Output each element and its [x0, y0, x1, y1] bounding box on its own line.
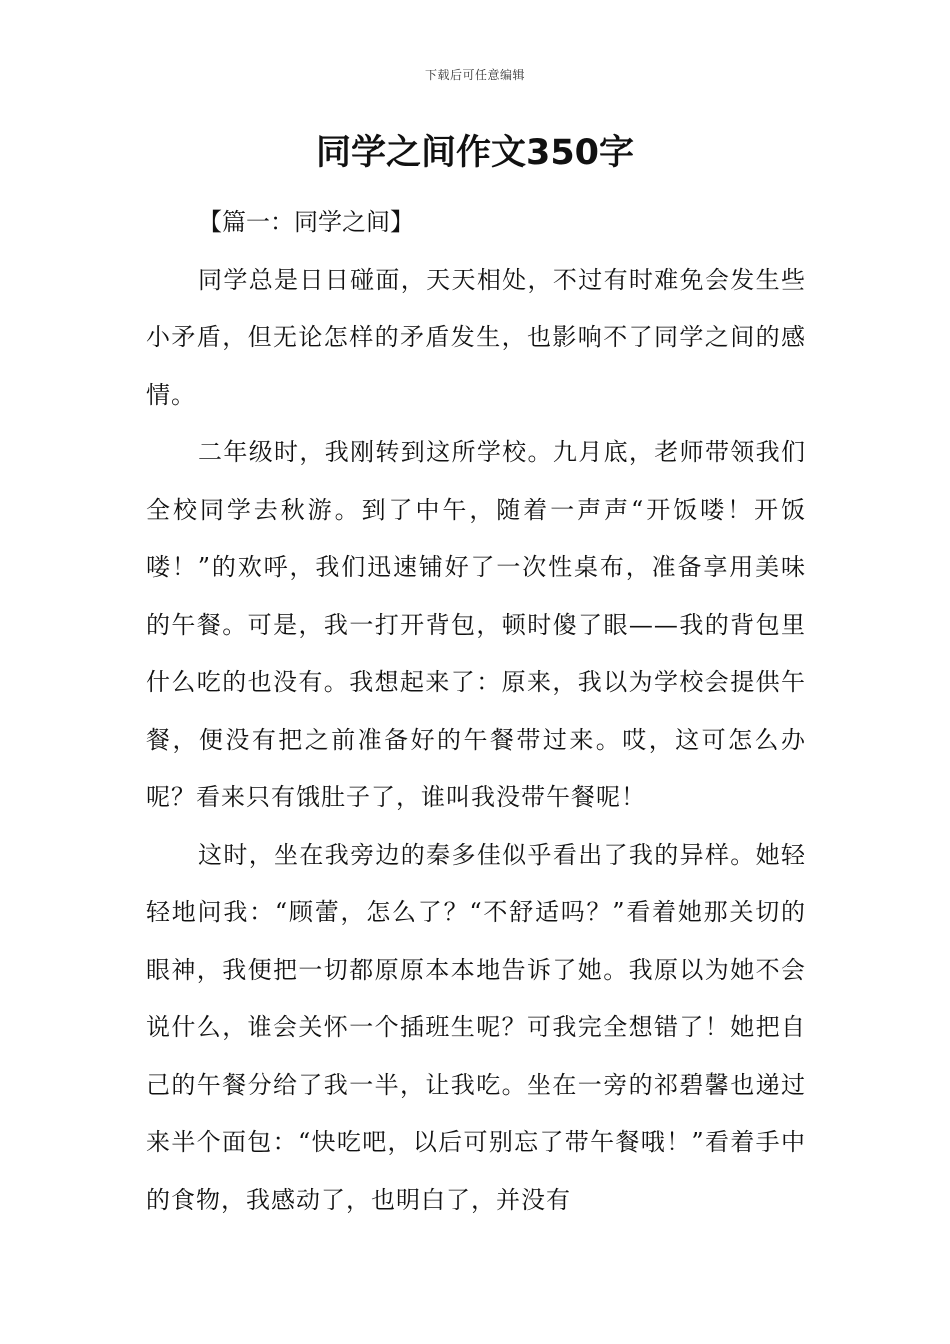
- document-body: [146, 194, 806, 1229]
- header-note: 下载后可任意编辑: [424, 68, 525, 82]
- section-heading: 【篇一：同学之间】: [198, 208, 414, 236]
- paragraph-1: 同学总是日日碰面，天天相处，不过有时难免会发生些小矛盾，但无论怎样的矛盾发生，也影响不了同学之间的感情。: [146, 265, 806, 409]
- paragraph-3: 这时，坐在我旁边的秦多佳似乎看出了我的异样。她轻轻地问我：“顾蕾，怎么了？“不舒适吗？”看着她那关切的眼神，我便把一切都原原本本地告诉了她。我原以为她不会说什么，谁会关怀一个插班生呢？可我完全想错了！她把自己的午餐分给了我一半，让我吃。坐在一旁的祁碧馨也递过来半个面包：“快吃吧，以后可别忘了带午餐哦！”看着手中的食物，我感动了，也明白了，并没有: [146, 840, 806, 1214]
- paragraph-2: 二年级时，我刚转到这所学校。九月底，老师带领我们全校同学去秋游。到了中午，随着一声声“开饭喽！开饭喽！”的欢呼，我们迅速铺好了一次性桌布，准备享用美味的午餐。可是，我一打开背包，顿时傻了眼——我的背包里什么吃的也没有。我想起来了：原来，我以为学校会提供午餐，便没有把之前准备好的午餐带过来。哎，这可怎么办呢？看来只有饿肚子了，谁叫我没带午餐呢！: [146, 438, 806, 811]
- document-title: 同学之间作文350字: [315, 133, 635, 173]
